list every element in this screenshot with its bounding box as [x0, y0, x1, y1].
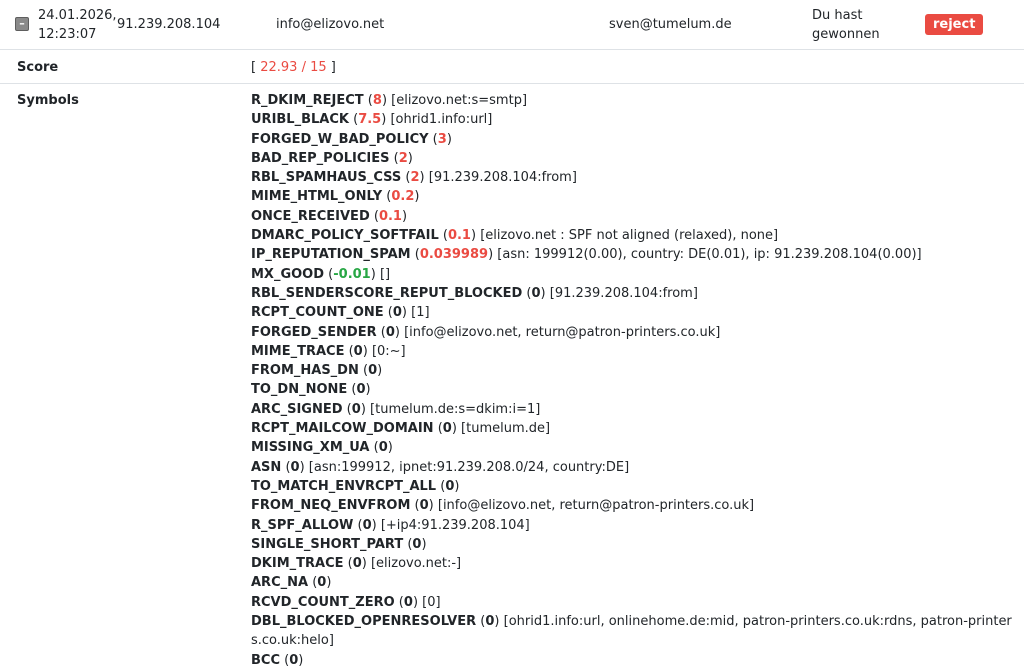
- symbol-item: TO_MATCH_ENVRCPT_ALL (0): [251, 478, 460, 494]
- symbol-detail: [asn: 199912(0.00), country: DE(0.01), ip: 91.239.208.104(0.00)]: [497, 247, 922, 263]
- symbol-item: MIME_TRACE (0) [0:~]: [251, 343, 406, 359]
- collapse-icon[interactable]: –: [15, 17, 29, 31]
- symbol-name: TO_MATCH_ENVRCPT_ALL: [251, 478, 437, 494]
- symbol-name: MIME_TRACE: [251, 343, 345, 359]
- action-badge: reject: [925, 14, 983, 35]
- message-subject-line2: gewonnen: [812, 27, 880, 42]
- message-subject: [812, 6, 880, 44]
- symbol-score: 0.1: [378, 208, 402, 224]
- symbol-detail: [91.239.208.104:from]: [549, 285, 698, 301]
- symbol-item: R_DKIM_REJECT (8) [elizovo.net:s=smtp]: [251, 93, 528, 108]
- symbol-item: MX_GOOD (-0.01) []: [251, 266, 391, 282]
- score-bracket-open: [: [251, 60, 261, 75]
- symbol-name: ARC_NA: [251, 575, 309, 591]
- symbol-name: RCPT_COUNT_ONE: [251, 305, 384, 321]
- symbol-name: BAD_REP_POLICIES: [251, 150, 390, 166]
- symbol-name: DKIM_TRACE: [251, 556, 344, 572]
- symbol-item: ASN (0) [asn:199912, ipnet:91.239.208.0/24, country:DE]: [251, 459, 630, 475]
- symbol-score: 8: [372, 93, 382, 108]
- symbol-detail: [1]: [411, 305, 430, 321]
- message-to: sven@tumelum.de: [609, 17, 732, 32]
- symbol-item: R_SPF_ALLOW (0) [+ip4:91.239.208.104]: [251, 517, 530, 533]
- symbol-detail: [info@elizovo.net, return@patron-printers.co.uk]: [437, 498, 755, 514]
- symbol-name: RBL_SPAMHAUS_CSS: [251, 170, 402, 186]
- symbol-name: ASN: [251, 459, 282, 475]
- symbol-item: RCVD_COUNT_ZERO (0) [0]: [251, 594, 441, 610]
- symbol-item: RBL_SENDERSCORE_REPUT_BLOCKED (0) [91.239.208.104:from]: [251, 285, 698, 301]
- symbol-name: IP_REPUTATION_SPAM: [251, 247, 411, 263]
- symbol-name: R_SPF_ALLOW: [251, 517, 354, 533]
- symbol-score: 7.5: [358, 112, 382, 128]
- symbol-score: 0: [419, 498, 429, 514]
- symbol-name: DMARC_POLICY_SOFTFAIL: [251, 228, 439, 244]
- symbol-score: 2: [410, 170, 420, 186]
- symbol-item: RCPT_MAILCOW_DOMAIN (0) [tumelum.de]: [251, 421, 551, 437]
- symbol-score: 0: [531, 285, 541, 301]
- symbol-score: 0: [445, 478, 455, 494]
- symbols-label: Symbols: [17, 93, 79, 108]
- symbol-detail: [elizovo.net : SPF not aligned (relaxed), none]: [480, 228, 779, 244]
- symbol-item: DKIM_TRACE (0) [elizovo.net:-]: [251, 556, 462, 572]
- symbol-item: MIME_HTML_ONLY (0.2): [251, 189, 420, 205]
- symbol-detail: [tumelum.de:s=dkim:i=1]: [370, 401, 541, 417]
- symbol-name: FROM_NEQ_ENVFROM: [251, 498, 411, 514]
- symbol-name: SINGLE_SHORT_PART: [251, 536, 404, 552]
- symbol-detail: [elizovo.net:-]: [370, 556, 462, 572]
- symbol-score: 0.2: [391, 189, 415, 205]
- symbol-score: 0: [351, 401, 361, 417]
- symbol-item: FROM_NEQ_ENVFROM (0) [info@elizovo.net, return@patron-printers.co.uk]: [251, 498, 755, 514]
- symbol-item: MISSING_XM_UA (0): [251, 440, 393, 456]
- message-date: 24.01.2026,: [38, 8, 117, 23]
- score-value-wrap: [251, 58, 336, 77]
- symbol-list: [251, 91, 1013, 670]
- symbol-item: IP_REPUTATION_SPAM (0.039989) [asn: 199912(0.00), country: DE(0.01), ip: 91.239.208.104(0.00)]: [251, 247, 922, 263]
- symbol-score: 0: [290, 459, 300, 475]
- symbol-score: 3: [437, 131, 447, 147]
- symbol-item: URIBL_BLACK (7.5) [ohrid1.info:url]: [251, 112, 493, 128]
- message-subject-line1: Du hast: [812, 8, 863, 23]
- symbol-item: ONCE_RECEIVED (0.1): [251, 208, 408, 224]
- symbol-item: BAD_REP_POLICIES (2): [251, 150, 413, 166]
- symbol-score: 0: [317, 575, 327, 591]
- symbol-detail: [91.239.208.104:from]: [428, 170, 577, 186]
- message-row[interactable]: [0, 0, 1024, 50]
- symbol-name: RCPT_MAILCOW_DOMAIN: [251, 421, 434, 437]
- symbol-score: 0: [289, 652, 299, 668]
- symbol-name: R_DKIM_REJECT: [251, 93, 364, 108]
- symbol-detail: [ohrid1.info:url]: [390, 112, 493, 128]
- symbol-score: 0.039989: [419, 247, 489, 263]
- symbol-score: 0: [385, 324, 395, 340]
- symbol-score: 0: [485, 614, 495, 630]
- symbol-score: 0: [392, 305, 402, 321]
- symbol-score: 0: [412, 536, 422, 552]
- symbol-detail: [0]: [422, 594, 441, 610]
- score-value: 22.93 / 15: [260, 60, 327, 75]
- symbol-item: TO_DN_NONE (0): [251, 382, 371, 398]
- symbol-item: ARC_SIGNED (0) [tumelum.de:s=dkim:i=1]: [251, 401, 541, 417]
- symbol-name: ONCE_RECEIVED: [251, 208, 370, 224]
- symbol-name: FROM_HAS_DN: [251, 363, 359, 379]
- symbol-score: 0: [442, 421, 452, 437]
- symbol-item: FROM_HAS_DN (0): [251, 363, 383, 379]
- symbol-score: 0: [353, 343, 363, 359]
- symbol-item: DMARC_POLICY_SOFTFAIL (0.1) [elizovo.net : SPF not aligned (relaxed), none]: [251, 228, 779, 244]
- symbol-score: 0: [378, 440, 388, 456]
- symbol-item: DBL_BLOCKED_OPENRESOLVER (0) [ohrid1.info:url, onlinehome.de:mid, patron-printers.co.uk:rdns, patron-printers.co.uk:helo]: [251, 614, 1012, 649]
- message-from: info@elizovo.net: [276, 17, 385, 32]
- symbol-detail: [0:~]: [371, 343, 406, 359]
- symbol-score: 0: [403, 594, 413, 610]
- symbol-name: ARC_SIGNED: [251, 401, 343, 417]
- symbol-score: 0: [362, 517, 372, 533]
- symbol-detail: [asn:199912, ipnet:91.239.208.0/24, country:DE]: [308, 459, 630, 475]
- symbol-name: RBL_SENDERSCORE_REPUT_BLOCKED: [251, 285, 523, 301]
- symbol-name: DBL_BLOCKED_OPENRESOLVER: [251, 614, 477, 630]
- symbol-name: BCC: [251, 652, 280, 668]
- symbol-name: MX_GOOD: [251, 266, 325, 282]
- symbol-name: MIME_HTML_ONLY: [251, 189, 383, 205]
- symbol-item: BCC (0): [251, 652, 304, 668]
- symbol-detail: [+ip4:91.239.208.104]: [380, 517, 530, 533]
- symbol-detail: []: [379, 266, 391, 282]
- message-ip: 91.239.208.104: [117, 17, 221, 32]
- symbol-item: RCPT_COUNT_ONE (0) [1]: [251, 305, 430, 321]
- symbol-item: RBL_SPAMHAUS_CSS (2) [91.239.208.104:from]: [251, 170, 577, 186]
- symbol-name: URIBL_BLACK: [251, 112, 349, 128]
- score-bracket-close: ]: [326, 60, 336, 75]
- symbol-item: SINGLE_SHORT_PART (0): [251, 536, 427, 552]
- symbol-score: 0.1: [447, 228, 471, 244]
- symbol-item: FORGED_SENDER (0) [info@elizovo.net, return@patron-printers.co.uk]: [251, 324, 721, 340]
- score-row: [0, 50, 1024, 84]
- symbol-score: -0.01: [333, 266, 371, 282]
- symbol-name: FORGED_SENDER: [251, 324, 377, 340]
- symbol-name: MISSING_XM_UA: [251, 440, 370, 456]
- symbol-detail: [ohrid1.info:url, onlinehome.de:mid, patron-printers.co.uk:rdns, patron-printers.co.uk:helo]: [251, 614, 1012, 649]
- symbol-score: 0: [368, 363, 378, 379]
- symbol-score: 0: [352, 556, 362, 572]
- symbol-name: RCVD_COUNT_ZERO: [251, 594, 395, 610]
- message-time: 12:23:07: [38, 27, 97, 42]
- score-label: Score: [17, 60, 59, 75]
- symbol-detail: [tumelum.de]: [461, 421, 551, 437]
- symbol-item: FORGED_W_BAD_POLICY (3): [251, 131, 452, 147]
- symbol-name: TO_DN_NONE: [251, 382, 348, 398]
- symbol-name: FORGED_W_BAD_POLICY: [251, 131, 429, 147]
- symbol-item: ARC_NA (0): [251, 575, 332, 591]
- symbol-detail: [elizovo.net:s=smtp]: [391, 93, 528, 108]
- symbol-score: 2: [398, 150, 408, 166]
- symbol-score: 0: [356, 382, 366, 398]
- message-datetime: [38, 6, 117, 44]
- symbol-detail: [info@elizovo.net, return@patron-printers.co.uk]: [404, 324, 721, 340]
